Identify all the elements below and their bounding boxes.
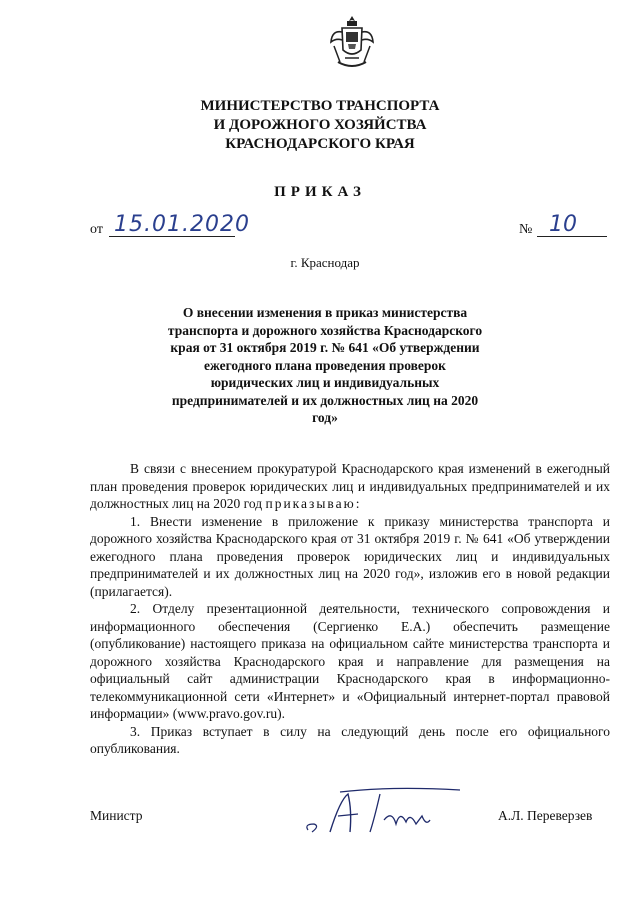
subject-line: транспорта и дорожного хозяйства Краснодарского [167, 322, 483, 338]
subject-line: год» [312, 410, 338, 425]
ministry-line: КРАСНОДАРСКОГО КРАЯ [225, 136, 415, 152]
item-1-paragraph: 1. Внести изменение в приложение к приказу министерства транспорта и дорожного хозяйства Краснодарского края от 31 октября 2019 г. № 641 «Об утверждении ежегодного плана проведения проверок юридических лиц и индивидуальных предпринимателей и их должностных лиц на 2020 год», изложив его в новой редакции (прилагается). [90, 513, 610, 599]
date-prefix: от [90, 222, 103, 237]
subject-line: предпринимателей и их должностных лиц на 2020 [171, 392, 479, 408]
subject-line: юридических лиц и индивидуальных [210, 375, 440, 390]
number-field [519, 212, 609, 238]
ministry-line: МИНИСТЕРСТВО ТРАНСПОРТА [200, 98, 440, 114]
date-field [90, 212, 250, 238]
date-handwritten-value: 15.01.2020 [114, 212, 250, 237]
number-handwritten-value: 10 [549, 212, 577, 237]
ministry-name [150, 97, 490, 154]
order-subject [135, 304, 515, 427]
order-body [90, 460, 610, 758]
intro-text: В связи с внесением прокуратурой Краснодарского края изменений в ежегодный план проведения проверок юридических лиц и индивидуальных предпринимателей и их должностных лиц на 2020 год [90, 461, 610, 511]
subject-line: края от 31 октября 2019 г. № 641 «Об утверждении [170, 340, 480, 355]
krasnodar-coat-of-arms-icon [328, 12, 376, 72]
item-3-paragraph: 3. Приказ вступает в силу на следующий день после его официального опубликования. [90, 723, 610, 756]
subject-line: ежегодного плана проведения проверок [204, 357, 446, 373]
signatory-name: А.Л. Переверзев [498, 808, 593, 823]
ministry-line: И ДОРОЖНОГО ХОЗЯЙСТВА [213, 117, 427, 133]
subject-line: О внесении изменения в приказ министерства [182, 305, 468, 320]
intro-paragraph [90, 460, 610, 513]
city-label: г. Краснодар [290, 255, 360, 270]
document-type-title: ПРИКАЗ [274, 184, 366, 200]
item-2-paragraph: 2. Отделу презентационной деятельности, технического сопровождения и информационного обеспечения (Сергиенко Е.А.) обеспечить размещение (опубликование) настоящего приказа на официальном сайте министерства транспорта и дорожного хозяйства Краснодарского края и направление для размещения на официальный сайт администрации Краснодарского края в информационно-телекоммуникационной сети «Интернет» и «Официальный интернет-портал правовой информации» (www.pravo.gov.ru). [90, 601, 610, 721]
number-prefix: № [519, 222, 533, 237]
signatory-title: Министр [90, 808, 143, 823]
order-word: приказываю: [265, 496, 362, 511]
handwritten-signature-icon [300, 780, 470, 840]
